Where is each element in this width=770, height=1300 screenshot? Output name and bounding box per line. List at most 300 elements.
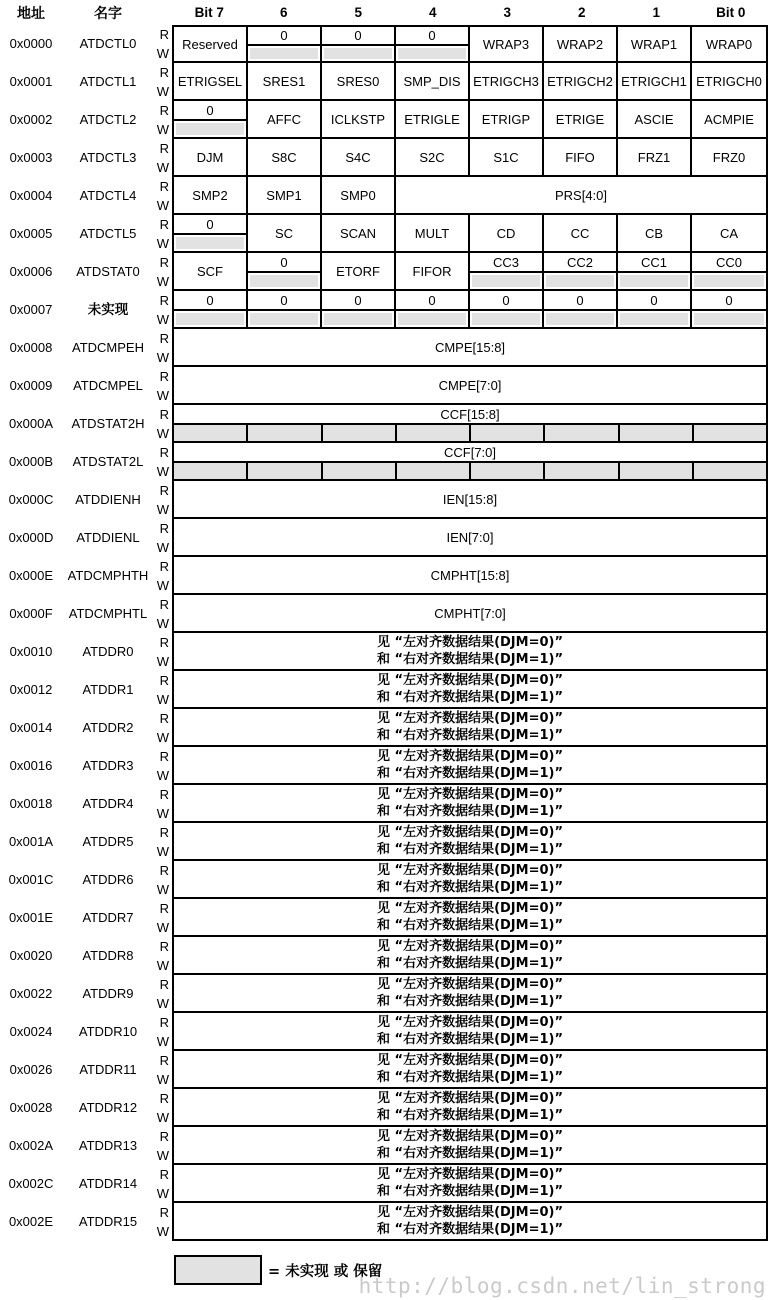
address-label: 0x0001	[9, 74, 53, 89]
register-name: ATDDR11	[79, 1062, 137, 1077]
bit-cells	[172, 785, 768, 823]
bit-read-value: 0	[206, 102, 214, 118]
bit-cells	[172, 63, 768, 101]
shaded-area	[472, 275, 540, 287]
header-bit-2: 2	[577, 5, 586, 20]
bit-cell: S4C	[322, 139, 396, 175]
data-result-note	[174, 1051, 766, 1087]
shaded-area	[176, 123, 244, 135]
register-row-0x000C	[0, 481, 770, 519]
bit-cells	[172, 367, 768, 405]
read-label: R	[159, 1015, 169, 1030]
bit-read-value: CC0	[715, 254, 742, 270]
write-label: W	[156, 84, 169, 99]
rw-labels	[154, 253, 172, 291]
address-label: 0x0008	[9, 340, 53, 355]
register-name: ATDCTL1	[79, 74, 137, 89]
rw-labels	[154, 709, 172, 747]
register-row-0x000E	[0, 557, 770, 595]
bit-field-span: CMPE[15:8]	[434, 339, 506, 355]
register-name: ATDCMPEH	[72, 340, 144, 355]
address-label: 0x000F	[9, 606, 53, 621]
write-label: W	[156, 1148, 169, 1163]
rw-labels	[154, 1051, 172, 1089]
shaded-write-cell	[471, 463, 545, 479]
write-label: W	[156, 730, 169, 745]
register-row-0x002C	[0, 1165, 770, 1203]
rw-labels	[154, 1127, 172, 1165]
address-label: 0x0004	[9, 188, 53, 203]
bit-cell: ETRIGE	[544, 101, 618, 137]
write-label: W	[156, 920, 169, 935]
note-line-1: 见 “左对齐数据结果(DJM=0)”	[377, 1129, 563, 1144]
rw-labels	[154, 747, 172, 785]
bit-cells	[172, 253, 768, 291]
bit-cells	[172, 671, 768, 709]
bit-read-value: 0	[280, 28, 288, 43]
data-result-note	[174, 1013, 766, 1049]
bit-cell: ASCIE	[618, 101, 692, 137]
register-row-0x0028	[0, 1089, 770, 1127]
read-label: R	[159, 103, 169, 118]
bit-field-span: CMPE[7:0]	[438, 377, 502, 393]
address-label: 0x001E	[8, 910, 54, 925]
shaded-area	[694, 275, 764, 287]
bit-cell: WRAP0	[705, 36, 753, 52]
data-result-note	[174, 975, 766, 1011]
bit-cells	[172, 405, 768, 443]
address-label: 0x0009	[9, 378, 53, 393]
bit-cells	[172, 823, 768, 861]
data-result-note	[174, 937, 766, 973]
note-line-1: 见 “左对齐数据结果(DJM=0)”	[377, 863, 563, 878]
address-label: 0x0002	[9, 112, 53, 127]
address-label: 0x002A	[8, 1138, 54, 1153]
write-label: W	[156, 958, 169, 973]
shaded-area	[176, 313, 244, 325]
register-row-0x0022	[0, 975, 770, 1013]
bit-cells	[172, 481, 768, 519]
shaded-write-cell	[694, 425, 766, 441]
register-name: ATDDIENL	[76, 530, 140, 545]
write-label: W	[156, 768, 169, 783]
register-name: ATDDR15	[78, 1214, 138, 1229]
read-label: R	[159, 787, 169, 802]
bit-write-unimplemented	[692, 309, 766, 327]
note-line-2: 和 “右对齐数据结果(DJM=1)”	[377, 1146, 563, 1161]
header-bit-columns	[172, 5, 768, 20]
rw-labels	[154, 63, 172, 101]
register-row-0x0000	[0, 25, 770, 63]
register-row-0x0014	[0, 709, 770, 747]
rw-labels	[154, 633, 172, 671]
read-label: R	[159, 1091, 169, 1106]
bit-cells	[172, 709, 768, 747]
register-row-0x0002	[0, 101, 770, 139]
table-header	[0, 0, 770, 25]
register-row-0x000F	[0, 595, 770, 633]
shaded-write-cell	[323, 425, 397, 441]
bit-read-value: 0	[650, 292, 658, 308]
register-row-0x0020	[0, 937, 770, 975]
bit-cells	[172, 861, 768, 899]
register-row-0x0003	[0, 139, 770, 177]
register-row-0x000A	[0, 405, 770, 443]
bit-cell: SMP2	[174, 177, 248, 213]
shaded-write-cell	[545, 425, 619, 441]
bit-cells	[172, 1089, 768, 1127]
register-row-0x000B	[0, 443, 770, 481]
address-label: 0x000D	[8, 530, 54, 545]
address-label: 0x0016	[9, 758, 53, 773]
bit-write-unimplemented	[248, 44, 320, 61]
bit-read-value: 0	[206, 216, 214, 232]
note-line-2: 和 “右对齐数据结果(DJM=1)”	[377, 690, 563, 705]
data-result-note	[174, 785, 766, 821]
bit-field-span: IEN[7:0]	[446, 529, 494, 545]
shaded-area	[324, 48, 392, 59]
address-label: 0x0012	[9, 682, 53, 697]
register-name: ATDDR12	[78, 1100, 138, 1115]
read-label: R	[159, 141, 169, 156]
register-name: ATDDR0	[82, 644, 134, 659]
bit-cell: SC	[248, 215, 322, 251]
read-label: R	[159, 293, 169, 308]
note-line-2: 和 “右对齐数据结果(DJM=1)”	[377, 804, 563, 819]
register-name: ATDDR7	[82, 910, 134, 925]
read-label: R	[159, 749, 169, 764]
bit-cell: ETRIGCH2	[544, 63, 618, 99]
bit-write-unimplemented	[396, 309, 468, 327]
register-row-0x002E	[0, 1203, 770, 1241]
bit-cell: ETRIGCH0	[696, 73, 762, 89]
address-label: 0x002C	[8, 1176, 54, 1191]
rw-labels	[154, 899, 172, 937]
data-result-note	[174, 671, 766, 707]
shaded-area	[250, 313, 318, 325]
write-label: W	[156, 236, 169, 251]
read-label: R	[159, 331, 169, 346]
write-label: W	[156, 1186, 169, 1201]
bit-write-unimplemented	[322, 309, 394, 327]
bit-read-value: 0	[428, 28, 436, 43]
shaded-area	[546, 313, 614, 325]
header-bit-1: 1	[652, 5, 660, 20]
bit-cells	[172, 139, 768, 177]
shaded-write-cell	[174, 425, 248, 441]
read-label: R	[159, 521, 169, 536]
bit-cell	[174, 215, 248, 251]
register-row-0x0007	[0, 291, 770, 329]
address-label: 0x0003	[9, 150, 53, 165]
bit-cell: S1C	[470, 139, 544, 175]
address-label: 0x000C	[8, 492, 54, 507]
read-label: R	[159, 407, 169, 422]
register-name: ATDDR5	[82, 834, 134, 849]
bit-cells	[172, 633, 768, 671]
note-line-2: 和 “右对齐数据结果(DJM=1)”	[377, 728, 563, 743]
bit-cells	[172, 443, 768, 481]
bit-cell: FIFO	[544, 139, 618, 175]
write-label: W	[156, 122, 169, 137]
register-name: ATDDR1	[82, 682, 134, 697]
register-row-0x0009	[0, 367, 770, 405]
bit-cell	[692, 253, 766, 289]
note-line-1: 见 “左对齐数据结果(DJM=0)”	[377, 939, 563, 954]
bit-cell	[322, 291, 396, 327]
address-label: 0x001C	[8, 872, 54, 887]
read-label: R	[159, 1167, 169, 1182]
shaded-area	[176, 237, 244, 249]
bit-cell: SMP0	[322, 177, 396, 213]
data-result-note	[174, 899, 766, 935]
register-name: ATDSTAT2H	[71, 416, 145, 431]
bit-cell: S2C	[396, 139, 470, 175]
rw-labels	[154, 519, 172, 557]
bit-read-value: 0	[428, 292, 436, 308]
bit-cell	[618, 253, 692, 289]
rw-labels	[154, 557, 172, 595]
shaded-write-cell	[323, 463, 397, 479]
bit-cell	[248, 27, 322, 61]
header-name: 名字	[94, 4, 122, 21]
bit-read-value: CC2	[566, 254, 593, 270]
rw-labels	[154, 367, 172, 405]
shaded-area	[324, 313, 392, 325]
write-label: W	[156, 692, 169, 707]
bit-read-value: 0	[354, 28, 362, 43]
rw-labels	[154, 785, 172, 823]
bit-cell	[618, 291, 692, 327]
register-name: 未实现	[87, 302, 129, 317]
note-line-2: 和 “右对齐数据结果(DJM=1)”	[377, 918, 563, 933]
note-line-2: 和 “右对齐数据结果(DJM=1)”	[377, 994, 563, 1009]
bit-cells	[172, 519, 768, 557]
register-row-0x0018	[0, 785, 770, 823]
data-result-note	[174, 1127, 766, 1163]
rw-labels	[154, 481, 172, 519]
shaded-area	[250, 48, 318, 59]
bit-cells	[172, 937, 768, 975]
data-result-note	[174, 823, 766, 859]
read-label: R	[159, 65, 169, 80]
bit-cell: ACMPIE	[704, 111, 754, 127]
bit-cell	[544, 291, 618, 327]
note-line-2: 和 “右对齐数据结果(DJM=1)”	[377, 1108, 563, 1123]
bit-write-unimplemented	[174, 119, 246, 137]
register-name: ATDDR9	[82, 986, 134, 1001]
shaded-write-cell	[397, 463, 471, 479]
bit-cell: ICLKSTP	[322, 101, 396, 137]
address-label: 0x0028	[9, 1100, 53, 1115]
bit-cell: CC	[544, 215, 618, 251]
write-label: W	[156, 350, 169, 365]
read-label: R	[159, 369, 169, 384]
address-label: 0x000B	[8, 454, 54, 469]
bit-cells	[172, 1165, 768, 1203]
register-name: ATDCTL0	[79, 36, 137, 51]
read-label: R	[159, 217, 169, 232]
note-line-1: 见 “左对齐数据结果(DJM=0)”	[377, 1091, 563, 1106]
note-line-2: 和 “右对齐数据结果(DJM=1)”	[377, 956, 563, 971]
bit-cell: SRES0	[322, 63, 396, 99]
header-bit-7: Bit 7	[194, 5, 224, 20]
bit-write-unimplemented	[248, 271, 320, 289]
register-row-0x001E	[0, 899, 770, 937]
note-line-2: 和 “右对齐数据结果(DJM=1)”	[377, 1070, 563, 1085]
bit-write-unimplemented	[396, 44, 468, 61]
bit-cell: SRES1	[248, 63, 322, 99]
note-line-1: 见 “左对齐数据结果(DJM=0)”	[377, 901, 563, 916]
note-line-1: 见 “左对齐数据结果(DJM=0)”	[377, 1167, 563, 1182]
note-line-2: 和 “右对齐数据结果(DJM=1)”	[377, 1032, 563, 1047]
read-label: R	[159, 901, 169, 916]
address-label: 0x0020	[9, 948, 53, 963]
note-line-2: 和 “右对齐数据结果(DJM=1)”	[377, 842, 563, 857]
bit-cell: SMP1	[248, 177, 322, 213]
rw-labels	[154, 861, 172, 899]
note-line-1: 见 “左对齐数据结果(DJM=0)”	[377, 635, 563, 650]
header-bit-0: Bit 0	[716, 5, 746, 20]
write-label: W	[156, 844, 169, 859]
shaded-area	[620, 275, 688, 287]
read-label: R	[159, 483, 169, 498]
register-row-0x0004	[0, 177, 770, 215]
bit-cells	[172, 215, 768, 253]
address-label: 0x0007	[9, 302, 53, 317]
legend-shaded-box	[174, 1255, 262, 1285]
rw-labels	[154, 595, 172, 633]
read-label: R	[159, 825, 169, 840]
register-name: ATDDR2	[82, 720, 134, 735]
rw-labels	[154, 177, 172, 215]
rw-labels	[154, 1013, 172, 1051]
shaded-write-cell	[471, 425, 545, 441]
rw-labels	[154, 975, 172, 1013]
register-name: ATDCMPHTL	[68, 606, 148, 621]
write-label: W	[156, 426, 169, 441]
bit-read-value: 0	[354, 292, 362, 308]
data-result-note	[174, 1089, 766, 1125]
shaded-write-cell	[174, 463, 248, 479]
bit-read-value: 0	[206, 292, 214, 308]
note-line-1: 见 “左对齐数据结果(DJM=0)”	[377, 1053, 563, 1068]
address-label: 0x0026	[9, 1062, 53, 1077]
bit-cell	[174, 291, 248, 327]
bit-read-value: CC1	[640, 254, 667, 270]
data-result-note	[174, 861, 766, 897]
rw-labels	[154, 937, 172, 975]
address-label: 0x0000	[9, 36, 53, 51]
write-label: W	[156, 1224, 169, 1239]
register-row-0x0016	[0, 747, 770, 785]
write-label: W	[156, 996, 169, 1011]
register-row-0x0008	[0, 329, 770, 367]
register-name: ATDSTAT2L	[72, 454, 144, 469]
shaded-write-cell	[694, 463, 766, 479]
shaded-area	[398, 313, 466, 325]
rw-labels	[154, 405, 172, 443]
address-label: 0x0006	[9, 264, 53, 279]
shaded-write-cell	[545, 463, 619, 479]
register-row-0x001C	[0, 861, 770, 899]
bit-cell	[692, 291, 766, 327]
bit-cell: CA	[719, 225, 739, 241]
rw-labels	[154, 823, 172, 861]
legend-text: = 未实现 或 保留	[268, 1263, 383, 1280]
bit-cell: ETRIGCH3	[470, 63, 544, 99]
rw-labels	[154, 25, 172, 63]
bit-write-unimplemented	[322, 44, 394, 61]
bit-cell	[396, 291, 470, 327]
bit-field-read-span	[174, 405, 766, 441]
address-label: 0x0018	[9, 796, 53, 811]
bit-cell	[470, 291, 544, 327]
bit-write-unimplemented	[174, 309, 246, 327]
bit-read-value: 0	[576, 292, 584, 308]
bit-cell: DJM	[174, 139, 248, 175]
bit-cell: SCF	[174, 253, 248, 289]
register-name: ATDDR8	[82, 948, 134, 963]
read-field-label: CCF[15:8]	[440, 406, 500, 422]
bit-read-value: 0	[280, 254, 288, 270]
bit-cell: Reserved	[174, 27, 248, 61]
register-row-0x0001	[0, 63, 770, 101]
write-label: W	[156, 578, 169, 593]
write-label: W	[156, 198, 169, 213]
shaded-write-cell	[620, 425, 694, 441]
bit-cell: FRZ0	[712, 149, 746, 165]
write-unimplemented-strip	[174, 461, 766, 479]
data-result-note	[174, 709, 766, 745]
rw-labels	[154, 291, 172, 329]
address-label: 0x0005	[9, 226, 53, 241]
header-bit-5: 5	[354, 5, 362, 20]
write-label: W	[156, 882, 169, 897]
bit-field-span: CMPHT[15:8]	[430, 567, 510, 583]
write-label: W	[156, 616, 169, 631]
read-label: R	[159, 179, 169, 194]
register-name: ATDDR14	[78, 1176, 138, 1191]
register-row-0x000D	[0, 519, 770, 557]
address-label: 0x002E	[8, 1214, 54, 1229]
read-label: R	[159, 27, 169, 42]
register-name: ATDDIENH	[75, 492, 141, 507]
shaded-write-cell	[248, 425, 322, 441]
register-name: ATDCTL5	[79, 226, 137, 241]
address-label: 0x0010	[9, 644, 53, 659]
bit-cells	[172, 595, 768, 633]
read-label: R	[159, 635, 169, 650]
bit-cell: FIFOR	[396, 253, 470, 289]
rw-labels	[154, 1203, 172, 1241]
note-line-1: 见 “左对齐数据结果(DJM=0)”	[377, 1205, 563, 1220]
bit-cell	[174, 101, 248, 137]
write-label: W	[156, 654, 169, 669]
register-name: ATDCTL2	[79, 112, 137, 127]
bit-write-unimplemented	[470, 309, 542, 327]
bit-write-unimplemented	[692, 271, 766, 289]
write-label: W	[156, 1072, 169, 1087]
data-result-note	[174, 747, 766, 783]
bit-cell: ETRIGP	[470, 101, 544, 137]
rw-labels	[154, 1165, 172, 1203]
read-label: R	[159, 711, 169, 726]
data-result-note	[174, 1203, 766, 1239]
bit-cell: FRZ1	[618, 139, 692, 175]
register-name: ATDSTAT0	[76, 264, 140, 279]
bit-cell: WRAP1	[618, 27, 692, 61]
